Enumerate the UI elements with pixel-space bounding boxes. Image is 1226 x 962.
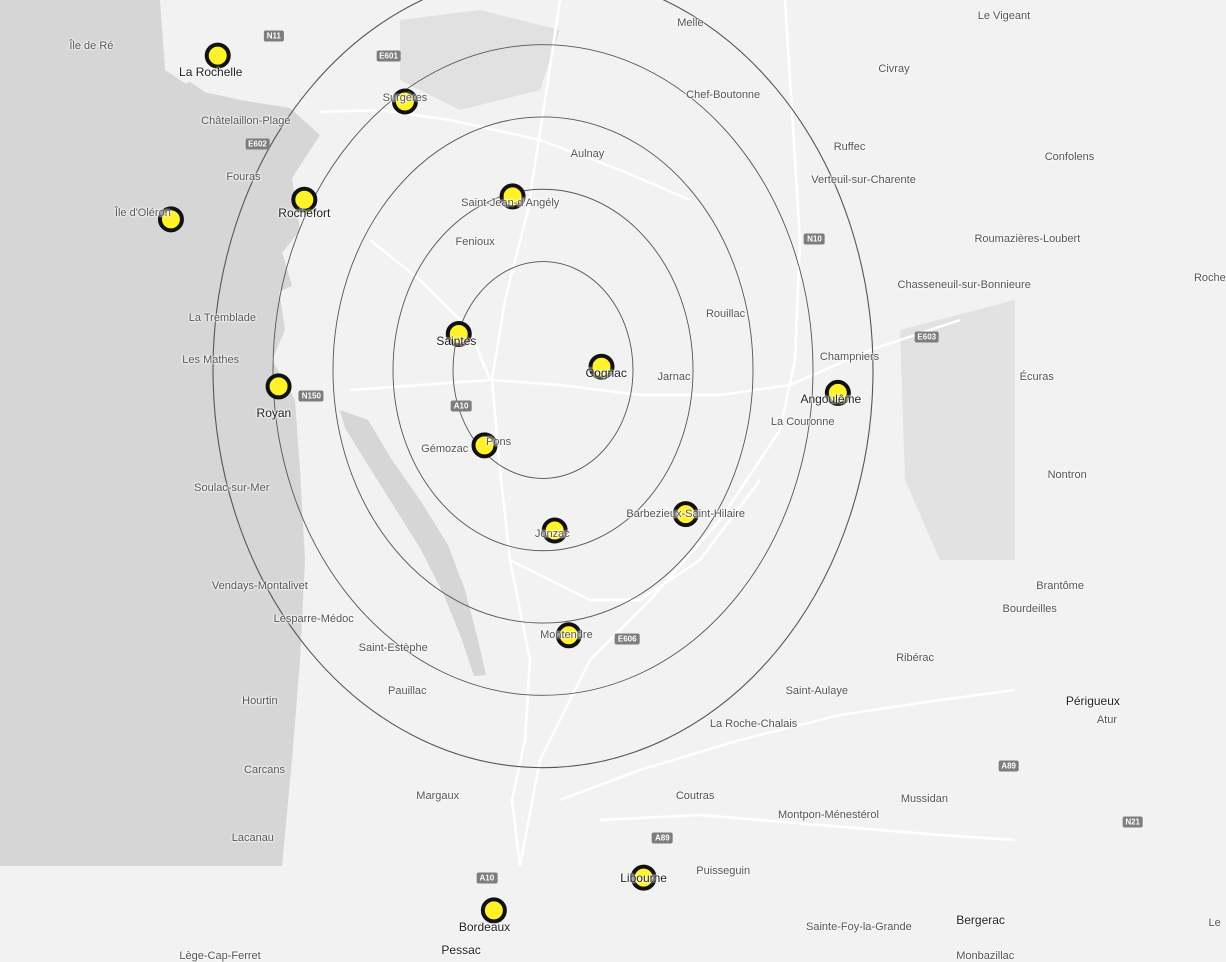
place-label-mussidan[interactable]: Mussidan (900, 793, 948, 806)
place-label-saint-aulaye[interactable]: Saint-Aulaye (785, 684, 848, 697)
road-shield-n21: N21 (1122, 816, 1143, 827)
place-label-margaux[interactable]: Margaux (416, 789, 460, 802)
road-shield-a10: A10 (476, 872, 497, 883)
place-label-pessac[interactable]: Pessac (441, 942, 481, 957)
place-label-atur[interactable]: Atur (1096, 714, 1118, 727)
place-label-saintes[interactable]: Saintes (436, 333, 477, 348)
place-label-puisseguin[interactable]: Puisseguin (696, 865, 751, 878)
place-label-vendays-montalivet[interactable]: Vendays-Montalivet (211, 580, 308, 593)
place-label-bergerac[interactable]: Bergerac (956, 913, 1005, 928)
place-label-surgeres[interactable]: Surgères (382, 92, 428, 105)
place-label-monbazillac[interactable]: Monbazillac (956, 950, 1015, 962)
place-label-jarnac[interactable]: Jarnac (657, 370, 691, 383)
place-label-la-roche-chalais[interactable]: La Roche-Chalais (709, 717, 798, 730)
place-label-ecuras[interactable]: Écuras (1019, 370, 1054, 383)
place-label-rochefort[interactable]: Rochefort (278, 205, 331, 220)
road-shield-n11: N11 (264, 30, 284, 41)
place-label-saint-estephe[interactable]: Saint-Estèphe (358, 642, 428, 655)
place-label-royan[interactable]: Royan (256, 405, 292, 420)
place-label-lacanau[interactable]: Lacanau (231, 832, 274, 845)
place-label-fenioux[interactable]: Fenioux (455, 236, 495, 249)
place-label-soulac-sur-mer[interactable]: Soulac-sur-Mer (194, 481, 270, 494)
place-label-coutras[interactable]: Coutras (675, 789, 715, 802)
marker-bordeaux[interactable] (483, 899, 505, 921)
place-label-pauillac[interactable]: Pauillac (388, 684, 427, 697)
place-label-civray[interactable]: Civray (878, 62, 910, 75)
place-label-barbezieux-saint-hilaire[interactable]: Barbezieux-Saint-Hilaire (626, 508, 746, 521)
marker-royan[interactable] (268, 375, 290, 397)
place-label-brantome[interactable]: Brantôme (1036, 580, 1084, 593)
road-a10 (492, 0, 560, 866)
road-shield-e602: E602 (245, 139, 270, 150)
place-label-montendre[interactable]: Montendre (540, 629, 593, 642)
road-shield-n150: N150 (299, 391, 324, 402)
place-label-nontron[interactable]: Nontron (1047, 468, 1087, 481)
place-label-perigueux[interactable]: Périgueux (1065, 693, 1120, 708)
place-label-les-mathes[interactable]: Les Mathes (182, 354, 240, 367)
place-label-hourtin[interactable]: Hourtin (242, 694, 278, 707)
place-label-lesparre-medoc[interactable]: Lesparre-Médoc (273, 612, 354, 625)
place-label-chatelaillon-plage[interactable]: Châtelaillon-Plage (201, 115, 291, 128)
place-label-fouras[interactable]: Fouras (226, 170, 261, 183)
road-n137 (370, 240, 490, 380)
place-label-bourdeilles[interactable]: Bourdeilles (1002, 603, 1057, 616)
road-shield-e603: E603 (914, 332, 939, 343)
place-label-la-tremblade[interactable]: La Tremblade (188, 311, 257, 324)
place-label-jonzac[interactable]: Jonzac (534, 527, 570, 540)
distance-ring-50km (393, 189, 693, 551)
place-label-bordeaux[interactable]: Bordeaux (458, 919, 511, 934)
road-shield-e606: E606 (615, 633, 640, 644)
place-label-riberac[interactable]: Ribérac (896, 652, 934, 665)
road-shield-a10: A10 (451, 401, 472, 412)
road-shield-n10: N10 (804, 234, 825, 245)
road-a89 (560, 690, 1015, 800)
place-label-melle[interactable]: Melle (677, 16, 704, 29)
place-label-cognac[interactable]: Cognac (585, 366, 627, 381)
place-label-libourne[interactable]: Libourne (620, 870, 667, 885)
place-label-ile-d-oleron[interactable]: Île d'Oléron (114, 206, 171, 219)
place-label-le-vigeant[interactable]: Le Vigeant (977, 10, 1031, 23)
place-label-pons[interactable]: Pons (485, 436, 512, 449)
place-label-roche[interactable]: Roche (1193, 272, 1226, 285)
marker-la-rochelle[interactable] (207, 45, 229, 67)
place-label-le[interactable]: Le (1208, 917, 1221, 930)
place-label-saint-jean-d-angely[interactable]: Saint-Jean-d'Angély (461, 196, 560, 209)
place-label-chasseneuil-sur-bonnieure[interactable]: Chasseneuil-sur-Bonnieure (897, 278, 1031, 291)
place-label-roumazieres-loubert[interactable]: Roumazières-Loubert (974, 233, 1081, 245)
place-label-chef-boutonne[interactable]: Chef-Boutonne (686, 88, 761, 101)
place-label-angouleme[interactable]: Angoulême (800, 392, 862, 407)
road-shield-a89: A89 (998, 761, 1019, 772)
place-label-confolens[interactable]: Confolens (1044, 151, 1095, 164)
place-label-sainte-foy-la-grande[interactable]: Sainte-Foy-la-Grande (806, 920, 912, 933)
road-shield-a89: A89 (652, 833, 673, 844)
place-label-la-rochelle[interactable]: La Rochelle (179, 64, 243, 79)
place-label-champniers[interactable]: Champniers (819, 350, 880, 363)
place-label-carcans[interactable]: Carcans (244, 763, 286, 776)
place-label-aulnay[interactable]: Aulnay (570, 147, 605, 160)
place-label-gemozac[interactable]: Gémozac (421, 442, 469, 455)
place-label-verteuil-sur-charente[interactable]: Verteuil-sur-Charente (811, 174, 916, 187)
place-label-ruffec[interactable]: Ruffec (833, 141, 866, 154)
place-label-lege-cap-ferret[interactable]: Lège-Cap-Ferret (179, 950, 261, 962)
place-label-la-couronne[interactable]: La Couronne (770, 416, 835, 429)
ocean (0, 0, 320, 866)
place-label-montpon-menesterol[interactable]: Montpon-Ménestérol (778, 809, 879, 822)
place-label-rouillac[interactable]: Rouillac (705, 308, 746, 321)
road-shield-e601: E601 (376, 50, 401, 61)
place-label-ile-de-re[interactable]: Île de Ré (69, 39, 114, 52)
